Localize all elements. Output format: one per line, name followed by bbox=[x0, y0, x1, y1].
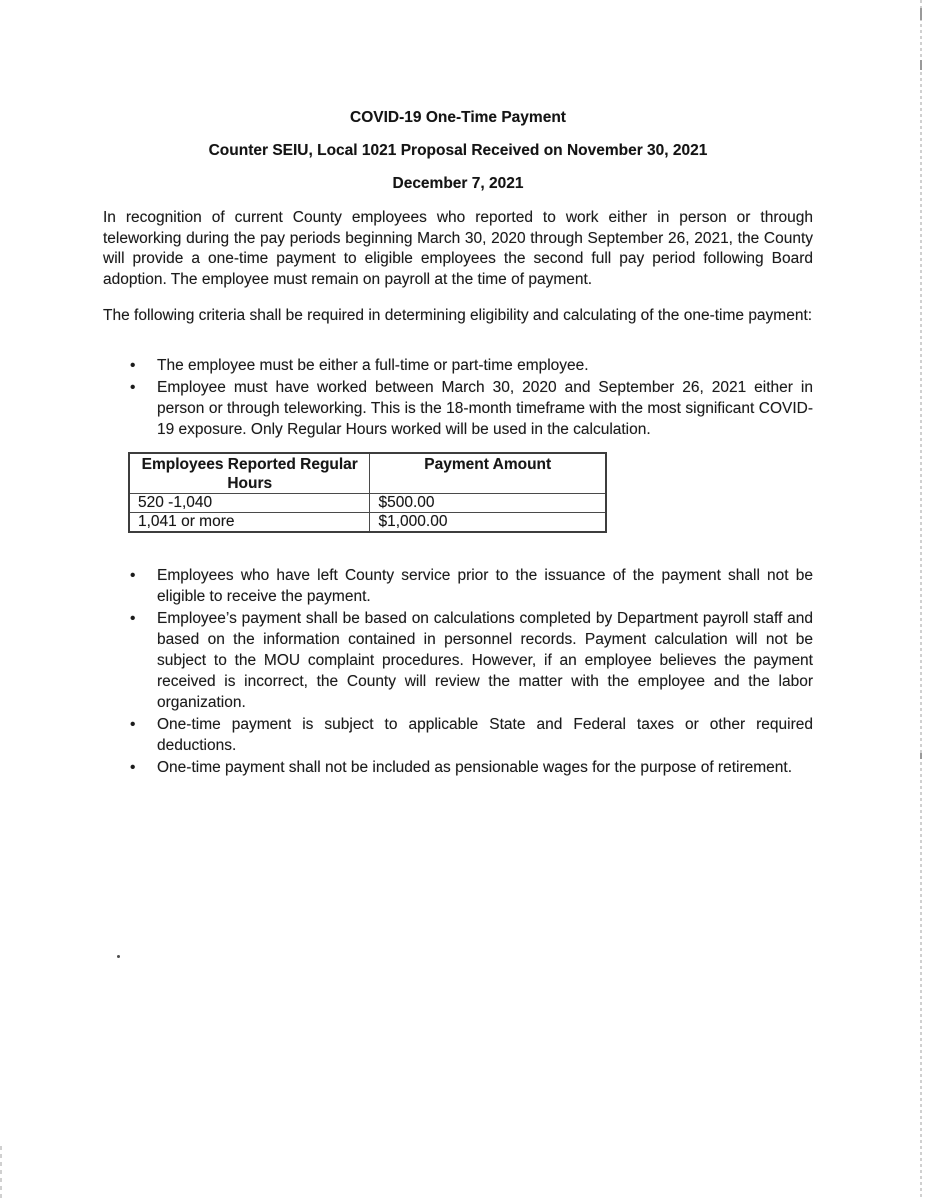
terms-bullet-item: • Employees who have left County service prior to the issuance of the payment shall not be eligible to receive the payment. bbox=[103, 565, 813, 607]
document-date: December 7, 2021 bbox=[392, 175, 524, 192]
intro-paragraph: In recognition of current County employees who reported to work either in person or through teleworking during the pay periods beginning March 30, 2020 through September 26, 2021, the County will provide a one-time payment to eligible employees the second full pay period following Board adoption. The employee must remain on payroll at the time of payment. bbox=[103, 209, 813, 288]
amount-cell: $1,000.00 bbox=[370, 513, 606, 533]
terms-bullet-list bbox=[103, 565, 813, 779]
amount-cell: $500.00 bbox=[370, 494, 606, 513]
terms-bullet-item: • One-time payment is subject to applicable State and Federal taxes or other required deductions. bbox=[103, 714, 813, 756]
scan-artifact-tick bbox=[920, 60, 922, 70]
payment-table bbox=[128, 452, 607, 533]
payment-table-header-row bbox=[129, 453, 606, 494]
document-title: COVID-19 One-Time Payment bbox=[350, 109, 566, 126]
document-subtitle: Counter SEIU, Local 1021 Proposal Received on November 30, 2021 bbox=[208, 142, 708, 159]
payment-table-row bbox=[129, 494, 606, 513]
payment-table-row bbox=[129, 513, 606, 533]
criteria-lead-paragraph: The following criteria shall be required in determining eligibility and calculating of the one-time payment: bbox=[103, 307, 813, 324]
criteria-bullet-item: • Employee must have worked between March 30, 2020 and September 26, 2021 either in person or through teleworking. This is the 18-month timeframe with the most significant COVID-19 exposure. Only Regular Hours worked will be used in the calculation. bbox=[103, 377, 813, 440]
scan-artifact-right-edge-line bbox=[920, 0, 922, 1200]
payment-table-header-hours: Employees Reported Regular Hours bbox=[129, 453, 370, 494]
scan-artifact-tick bbox=[920, 8, 922, 20]
payment-table-header-amount: Payment Amount bbox=[370, 453, 606, 494]
scan-artifact-speck bbox=[117, 955, 120, 958]
criteria-bullet-item: • The employee must be either a full-time or part-time employee. bbox=[103, 355, 813, 376]
hours-cell: 520 -1,040 bbox=[129, 494, 370, 513]
terms-bullet-item: • One-time payment shall not be included as pensionable wages for the purpose of retirement. bbox=[103, 757, 813, 778]
terms-bullet-item: • Employee’s payment shall be based on calculations completed by Department payroll staff and based on the information contained in personnel records. Payment calculation will not be subject to the MOU complaint procedures. However, if an employee believes the payment received is incorrect, the County will review the matter with the employee and the labor organization. bbox=[103, 608, 813, 713]
hours-cell: 1,041 or more bbox=[129, 513, 370, 533]
scan-artifact-left-edge-marks bbox=[0, 1146, 2, 1200]
criteria-bullet-list bbox=[103, 355, 813, 441]
scan-artifact-tick bbox=[920, 753, 922, 759]
